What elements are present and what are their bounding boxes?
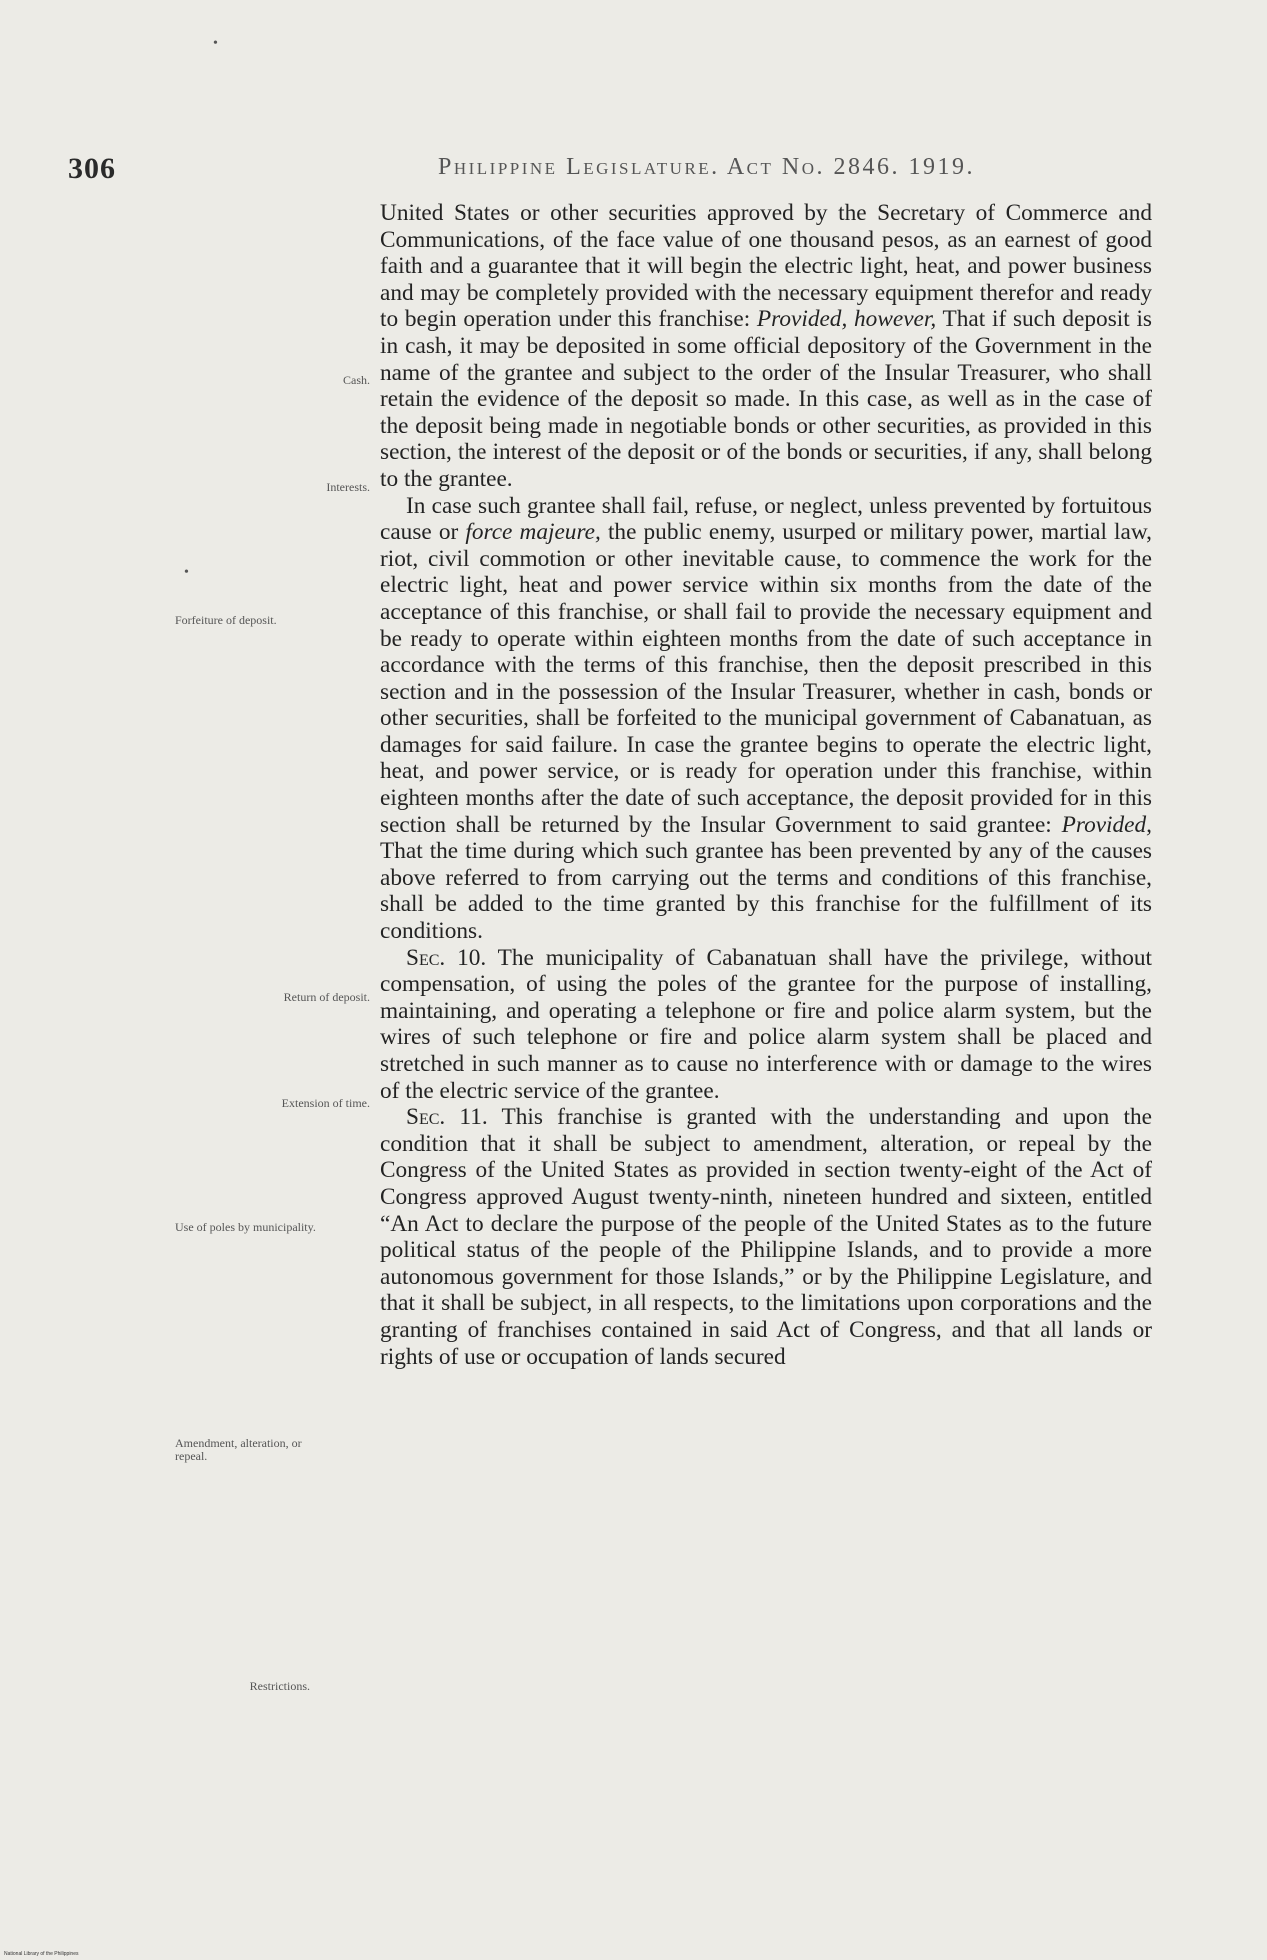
scan-footer: National Library of the Philippines	[4, 1951, 79, 1957]
margin-note-restrictions: Restrictions.	[249, 1679, 310, 1693]
margin-note-return: Return of deposit.	[283, 990, 370, 1004]
paragraph: United States or other securities approved by the Secretary of Commerce and Communications, of the face value of one thousand pesos, as an earnest of good faith and a guarantee that it will begin the electric light, heat, and power business and may be completely provided with the necessary equipment therefor and ready to begin operation under this franchise: Provided, however, That if such deposit is in cash, it may be deposited in some official depository of the Government in the name of the grantee and subject to the order of the Insular Treasurer, who shall retain the evidence of the deposit so made. In this case, as well as in the case of the deposit being made in negotiable bonds or other securities, as provided in this section, the interest of the deposit or of the bonds or securities, if any, shall belong to the grantee.	[380, 200, 1153, 492]
margin-note-cash: Cash.	[343, 373, 370, 387]
margin-note-interests: Interests.	[326, 480, 370, 494]
margin-note-forfeiture: Forfeiture of deposit.	[175, 613, 277, 627]
margin-note-use-of-poles: Use of poles by municipality.	[175, 1220, 316, 1234]
page-mark: •	[184, 565, 189, 580]
page-mark: •	[213, 36, 218, 51]
section-11: Sec. 11. This franchise is granted with the understanding and upon the condition that it shall be subject to amendment, alteration, or repeal by the Congress of the United States as provided in section twenty-eight of the Act of Congress approved August twenty-ninth, nineteen hundred and sixteen, entitled “An Act to declare the purpose of the people of the United States as to the future political status of the people of the Philippine Islands, and to provide a more autonomous government for those Islands,” or by the Philippine Legislature, and that it shall be subject, in all respects, to the limitations upon corporations and the granting of franchises contained in said Act of Congress, and that all lands or rights of use or occupation of lands secured	[380, 1104, 1152, 1370]
margin-note-amendment: Amendment, alteration, or repeal.	[175, 1436, 302, 1463]
running-head: Philippine Legislature. Act No. 2846. 1919.	[438, 154, 976, 180]
body-text	[380, 200, 1152, 1370]
margin-note-extension: Extension of time.	[281, 1096, 370, 1110]
section-10: Sec. 10. The municipality of Cabanatuan shall have the privilege, without compensation, of using the poles of the grantee for the purpose of installing, maintaining, and operating a telephone or fire and police alarm system, but the wires of such telephone or fire and police alarm system shall be placed and stretched in such manner as to cause no interference with or damage to the wires of the electric service of the grantee.	[380, 944, 1153, 1104]
page-number: 306	[68, 152, 116, 185]
paragraph: In case such grantee shall fail, refuse, or neglect, unless prevented by fortuitous cause or force majeure, the public enemy, usurped or military power, martial law, riot, civil commotion or other inevitable cause, to commence the work for the electric light, heat and power service within six months from the date of the acceptance of this franchise, or shall fail to provide the necessary equipment and be ready to operate within eighteen months from the date of such acceptance in accordance with the terms of this franchise, then the deposit prescribed in this section and in the possession of the Insular Treasurer, whether in cash, bonds or other securities, shall be forfeited to the municipal government of Cabanatuan, as damages for said failure. In case the grantee begins to operate the electric light, heat, and power service, or is ready for operation under this franchise, within eighteen months after the date of such acceptance, the deposit provided for in this section shall be returned by the Insular Government to said grantee: Provided, That the time during which such grantee has been prevented by any of the causes above referred to from carrying out the terms and conditions of this franchise, shall be added to the time granted by this franchise for the fulfillment of its conditions.	[380, 492, 1152, 945]
